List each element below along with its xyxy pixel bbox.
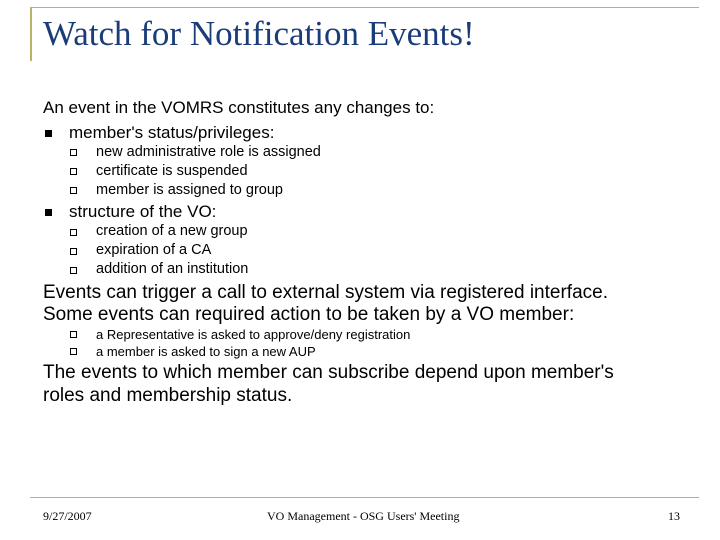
slide-title: Watch for Notification Events! — [43, 14, 475, 53]
hollow-square-bullet-icon — [70, 331, 77, 338]
title-frame-left — [30, 7, 32, 61]
hollow-square-bullet-icon — [70, 348, 77, 355]
list-item: addition of an institution — [96, 261, 249, 277]
trigger-line-1: Events can trigger a call to external system via registered interface. — [43, 282, 608, 303]
list-item: certificate is suspended — [96, 163, 248, 179]
hollow-square-bullet-icon — [70, 168, 77, 175]
title-frame-top — [30, 7, 699, 8]
hollow-square-bullet-icon — [70, 149, 77, 156]
footer-divider — [30, 497, 699, 498]
subscribe-line-1: The events to which member can subscribe depend upon member's — [43, 362, 614, 383]
hollow-square-bullet-icon — [70, 248, 77, 255]
square-bullet-icon — [45, 209, 52, 216]
intro-text: An event in the VOMRS constitutes any changes to: — [43, 98, 435, 117]
list-item: member is assigned to group — [96, 182, 283, 198]
footer-title: VO Management - OSG Users' Meeting — [267, 509, 460, 523]
list-item: a member is asked to sign a new AUP — [96, 344, 316, 359]
footer-date: 9/27/2007 — [43, 509, 92, 523]
subscribe-line-2: roles and membership status. — [43, 385, 293, 406]
trigger-line-2: Some events can required action to be taken by a VO member: — [43, 304, 575, 325]
group-label-status: member's status/privileges: — [69, 123, 275, 142]
list-item: expiration of a CA — [96, 242, 212, 258]
square-bullet-icon — [45, 130, 52, 137]
list-item: creation of a new group — [96, 223, 248, 239]
hollow-square-bullet-icon — [70, 229, 77, 236]
group-label-structure: structure of the VO: — [69, 202, 217, 221]
list-item: new administrative role is assigned — [96, 144, 321, 160]
hollow-square-bullet-icon — [70, 187, 77, 194]
list-item: a Representative is asked to approve/deny registration — [96, 327, 411, 342]
footer-page-number: 13 — [668, 509, 680, 523]
hollow-square-bullet-icon — [70, 267, 77, 274]
